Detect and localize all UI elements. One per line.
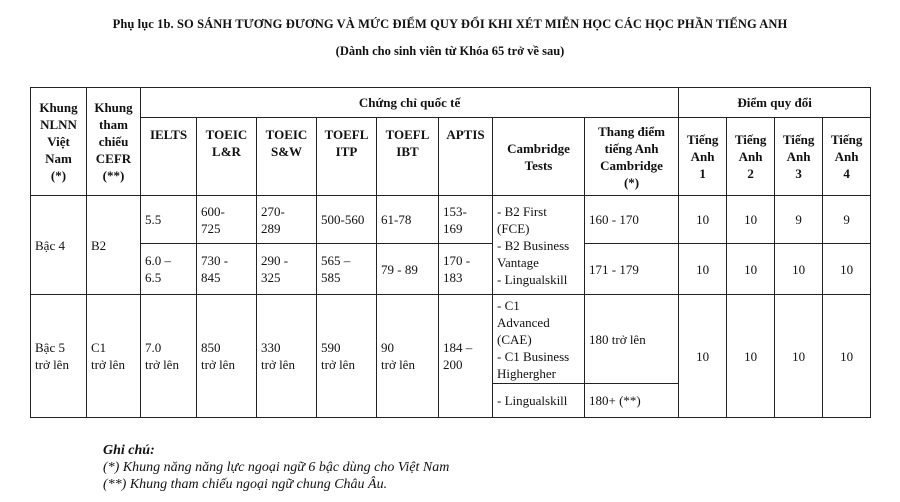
header-converted-score: Điểm quy đổi xyxy=(679,88,871,118)
conversion-table-wrapper xyxy=(30,87,871,418)
aptis-cell: 170 - 183 xyxy=(439,244,493,295)
toeic-sw-cell: 270- 289 xyxy=(257,196,317,244)
toefl-itp-cell: 590 trở lên xyxy=(317,295,377,418)
aptis-cell: 153- 169 xyxy=(439,196,493,244)
header-english-1: Tiếng Anh 1 xyxy=(679,118,727,196)
score-english-2: 10 xyxy=(727,295,775,418)
cefr-c1: C1 trở lên xyxy=(87,295,141,418)
cambridge-scale-cell: 180 trở lên xyxy=(585,295,679,384)
toefl-itp-cell: 565 – 585 xyxy=(317,244,377,295)
page-subtitle: (Dành cho sinh viên từ Khóa 65 trở về sau) xyxy=(335,44,565,58)
score-english-4: 10 xyxy=(823,244,871,295)
notes-section xyxy=(103,442,449,493)
header-toefl-ibt: TOEFL IBT xyxy=(377,118,439,196)
ielts-cell: 5.5 xyxy=(141,196,197,244)
header-toeic-lr: TOEIC L&R xyxy=(197,118,257,196)
header-english-3: Tiếng Anh 3 xyxy=(775,118,823,196)
level-bac4: Bậc 4 xyxy=(31,196,87,295)
toefl-ibt-cell: 90 trở lên xyxy=(377,295,439,418)
cambridge-tests-lingualskill: - Lingualskill xyxy=(493,384,585,418)
header-cefr: Khung tham chiếu CEFR (**) xyxy=(87,88,141,196)
cambridge-tests-c1: - C1 Advanced (CAE) - C1 Business Highergher xyxy=(493,295,585,384)
ielts-cell: 7.0 trở lên xyxy=(141,295,197,418)
cambridge-scale-cell: 180+ (**) xyxy=(585,384,679,418)
page-title: Phụ lục 1b. SO SÁNH TƯƠNG ĐƯƠNG VÀ MỨC ĐIỂM QUY ĐỔI KHI XÉT MIỄN HỌC CÁC HỌC PHẦN TIẾNG ANH xyxy=(112,17,788,31)
toefl-ibt-cell: 79 - 89 xyxy=(377,244,439,295)
note-vietnam-framework: (*) Khung năng năng lực ngoại ngữ 6 bậc dùng cho Việt Nam xyxy=(103,460,450,475)
header-cambridge-scale: Thang điểm tiếng Anh Cambridge (*) xyxy=(585,118,679,196)
header-aptis: APTIS xyxy=(439,118,493,196)
header-international-certificates: Chứng chỉ quốc tế xyxy=(141,88,679,118)
header-ielts: IELTS xyxy=(141,118,197,196)
toefl-itp-cell: 500-560 xyxy=(317,196,377,244)
level-bac5: Bậc 5 trở lên xyxy=(31,295,87,418)
score-english-4: 10 xyxy=(823,295,871,418)
toeic-sw-cell: 330 trở lên xyxy=(257,295,317,418)
header-nlnn: Khung NLNN Việt Nam (*) xyxy=(31,88,87,196)
score-english-1: 10 xyxy=(679,295,727,418)
cambridge-scale-cell: 171 - 179 xyxy=(585,244,679,295)
header-toeic-sw: TOEIC S&W xyxy=(257,118,317,196)
toefl-ibt-cell: 61-78 xyxy=(377,196,439,244)
score-english-4: 9 xyxy=(823,196,871,244)
score-english-3: 10 xyxy=(775,244,823,295)
toeic-sw-cell: 290 - 325 xyxy=(257,244,317,295)
toeic-lr-cell: 850 trở lên xyxy=(197,295,257,418)
toeic-lr-cell: 600- 725 xyxy=(197,196,257,244)
header-english-2: Tiếng Anh 2 xyxy=(727,118,775,196)
score-english-1: 10 xyxy=(679,196,727,244)
score-english-3: 10 xyxy=(775,295,823,418)
conversion-table xyxy=(30,87,871,418)
score-english-3: 9 xyxy=(775,196,823,244)
notes-heading: Ghi chú: xyxy=(103,443,155,458)
header-cambridge-tests: Cambridge Tests xyxy=(493,118,585,196)
cambridge-scale-cell: 160 - 170 xyxy=(585,196,679,244)
score-english-2: 10 xyxy=(727,196,775,244)
header-toefl-itp: TOEFL ITP xyxy=(317,118,377,196)
score-english-1: 10 xyxy=(679,244,727,295)
cambridge-tests-b2: - B2 First (FCE) - B2 Business Vantage - Lingualskill xyxy=(493,196,585,295)
score-english-2: 10 xyxy=(727,244,775,295)
note-cefr: (**) Khung tham chiếu ngoại ngữ chung Châu Âu. xyxy=(103,477,388,492)
header-english-4: Tiếng Anh 4 xyxy=(823,118,871,196)
cefr-b2: B2 xyxy=(87,196,141,295)
ielts-cell: 6.0 – 6.5 xyxy=(141,244,197,295)
toeic-lr-cell: 730 - 845 xyxy=(197,244,257,295)
aptis-cell: 184 – 200 xyxy=(439,295,493,418)
